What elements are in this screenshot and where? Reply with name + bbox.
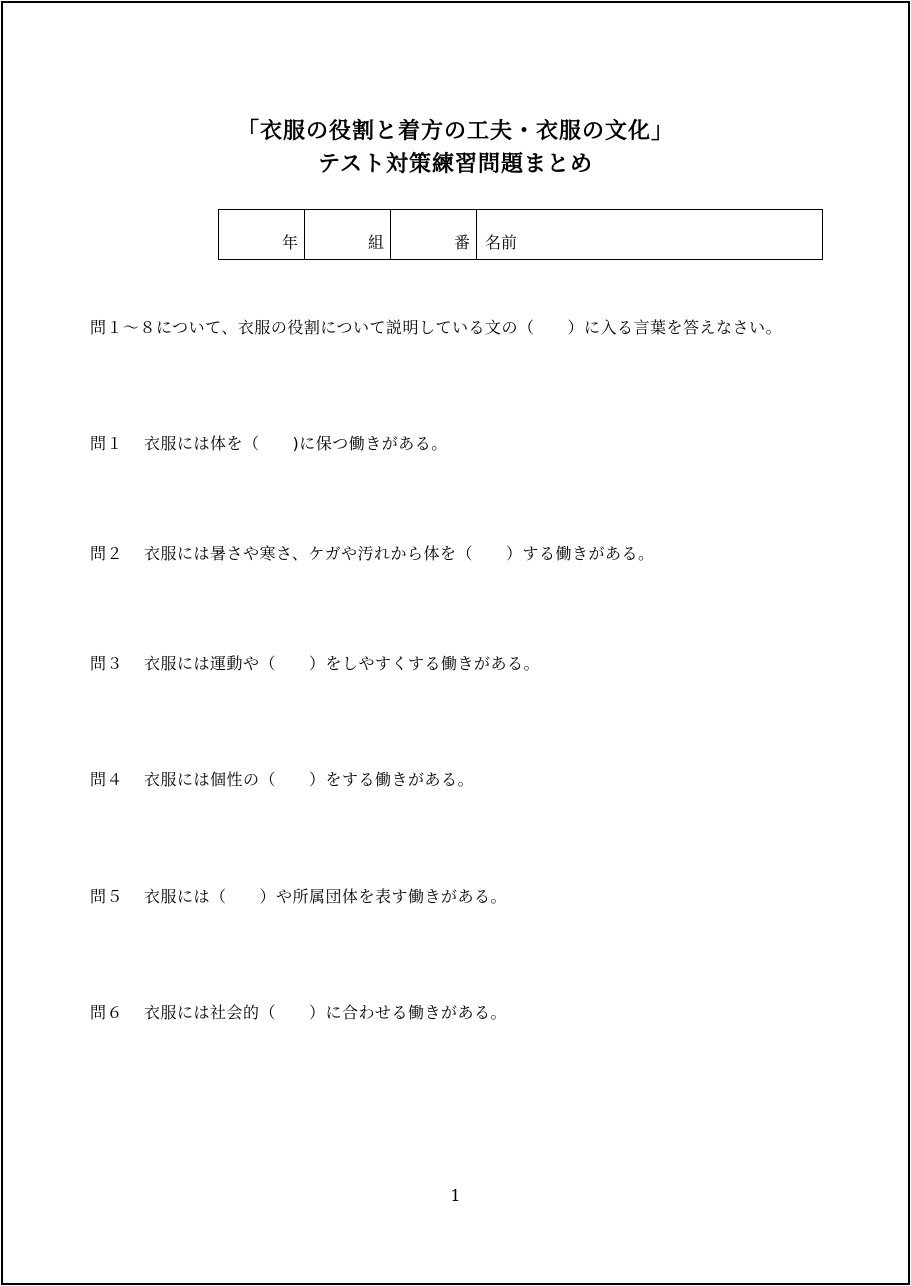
name-label: 名前: [485, 233, 518, 252]
class-label: 組: [367, 233, 384, 252]
name-cell[interactable]: [477, 210, 823, 260]
question-1: [90, 431, 448, 454]
question-text: 衣服には個性の（ ）をする働きがある。: [144, 770, 475, 789]
question-6: [90, 1000, 507, 1023]
question-number: 問６: [90, 1003, 124, 1022]
name-entry-table: [218, 209, 823, 260]
question-text: 衣服には（ ）や所属団体を表す働きがある。: [144, 887, 508, 906]
page-border: [1, 1, 910, 1285]
year-label: 年: [281, 233, 298, 252]
class-cell[interactable]: [305, 210, 391, 260]
question-4: [90, 767, 474, 790]
question-number: 問１: [90, 434, 124, 453]
question-text: 衣服には運動や（ ）をしやすくする働きがある。: [144, 654, 541, 673]
question-number: 問２: [90, 544, 124, 563]
question-number: 問４: [90, 770, 124, 789]
question-text: 衣服には暑さや寒さ、ケガや汚れから体を（ ）する働きがある。: [144, 544, 655, 563]
question-5: [90, 884, 507, 907]
number-label: 番: [453, 233, 470, 252]
page-number: 1: [450, 1186, 461, 1205]
question-text: 衣服には社会的（ ）に合わせる働きがある。: [144, 1003, 508, 1022]
question-3: [90, 651, 540, 674]
number-cell[interactable]: [391, 210, 477, 260]
question-number: 問５: [90, 887, 124, 906]
title-line-2: テスト対策練習問題まとめ: [317, 152, 594, 177]
question-2: [90, 541, 655, 564]
instruction-text: 問１～８について、衣服の役割について説明している文の（ ）に入る言葉を答えなさい。: [90, 318, 783, 337]
title-line-1: 「衣服の役割と着方の工夫・衣服の文化」: [236, 119, 674, 144]
year-cell[interactable]: [219, 210, 305, 260]
question-number: 問３: [90, 654, 124, 673]
question-text: 衣服には体を（ )に保つ働きがある。: [144, 434, 448, 453]
